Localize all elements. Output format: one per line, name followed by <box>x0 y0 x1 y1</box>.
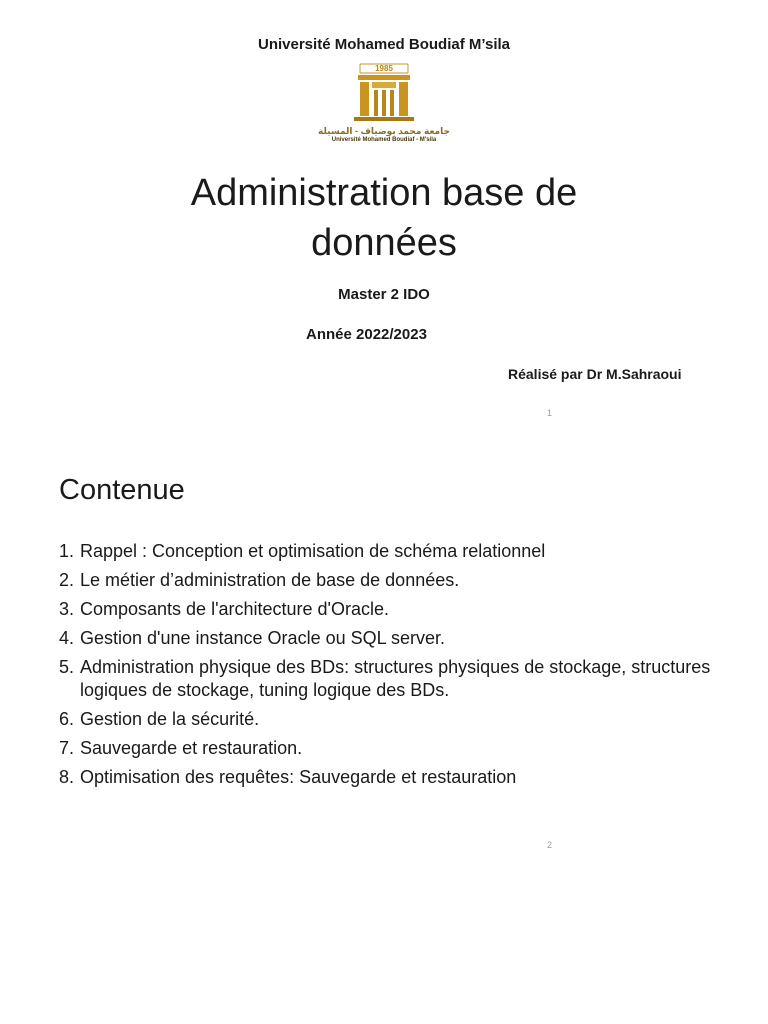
academic-year: Année 2022/2023 <box>306 326 427 343</box>
list-item <box>59 540 739 563</box>
main-title <box>0 168 768 268</box>
list-item-number: 1. <box>59 541 75 561</box>
list-item <box>59 598 739 621</box>
page-number: 1 <box>547 408 553 418</box>
university-name: Université Mohamed Boudiaf M’sila <box>258 36 510 53</box>
title-slide <box>0 0 768 430</box>
contents-list <box>59 540 739 795</box>
list-item <box>59 627 739 650</box>
main-title-line-1: Administration base de <box>190 172 578 214</box>
list-item-number: 8. <box>59 767 75 787</box>
list-item-number: 3. <box>59 599 75 619</box>
list-item <box>59 737 739 760</box>
program-subtitle: Master 2 IDO <box>338 286 430 303</box>
contents-slide <box>0 430 768 1024</box>
list-item-text: Rappel : Conception et optimisation de schéma relationnel <box>80 541 546 561</box>
contents-title: Contenue <box>59 474 185 506</box>
logo-latin-text: Université Mohamed Boudiaf - M'sila <box>331 137 437 143</box>
list-item-text: Sauvegarde et restauration. <box>80 738 303 758</box>
list-item-number: 7. <box>59 738 75 758</box>
list-item-text: Le métier d’administration de base de données. <box>80 570 460 590</box>
list-item-text: Administration physique des BDs: structures physiques de stockage, structures logiques de stockage, tuning logique des BDs. <box>80 657 711 700</box>
page-number: 2 <box>547 840 553 850</box>
list-item-text: Composants de l'architecture d'Oracle. <box>80 599 390 619</box>
list-item-text: Gestion d'une instance Oracle ou SQL server. <box>80 628 445 648</box>
list-item-number: 4. <box>59 628 75 648</box>
list-item-text: Optimisation des requêtes: Sauvegarde et restauration <box>80 767 517 787</box>
list-item <box>59 708 739 731</box>
list-item <box>59 569 739 592</box>
author-credit: Réalisé par Dr M.Sahraoui <box>508 366 682 382</box>
list-item-number: 5. <box>59 657 75 677</box>
list-item-number: 6. <box>59 709 75 729</box>
list-item-number: 2. <box>59 570 75 590</box>
list-item <box>59 656 739 702</box>
logo-arabic-text: جامعة محمد بوضياف - المسيلة <box>318 126 450 136</box>
logo-year: 1985 <box>375 64 393 73</box>
university-logo <box>304 62 464 146</box>
main-title-line-2: données <box>311 222 457 264</box>
list-item-text: Gestion de la sécurité. <box>80 709 260 729</box>
list-item <box>59 766 739 789</box>
